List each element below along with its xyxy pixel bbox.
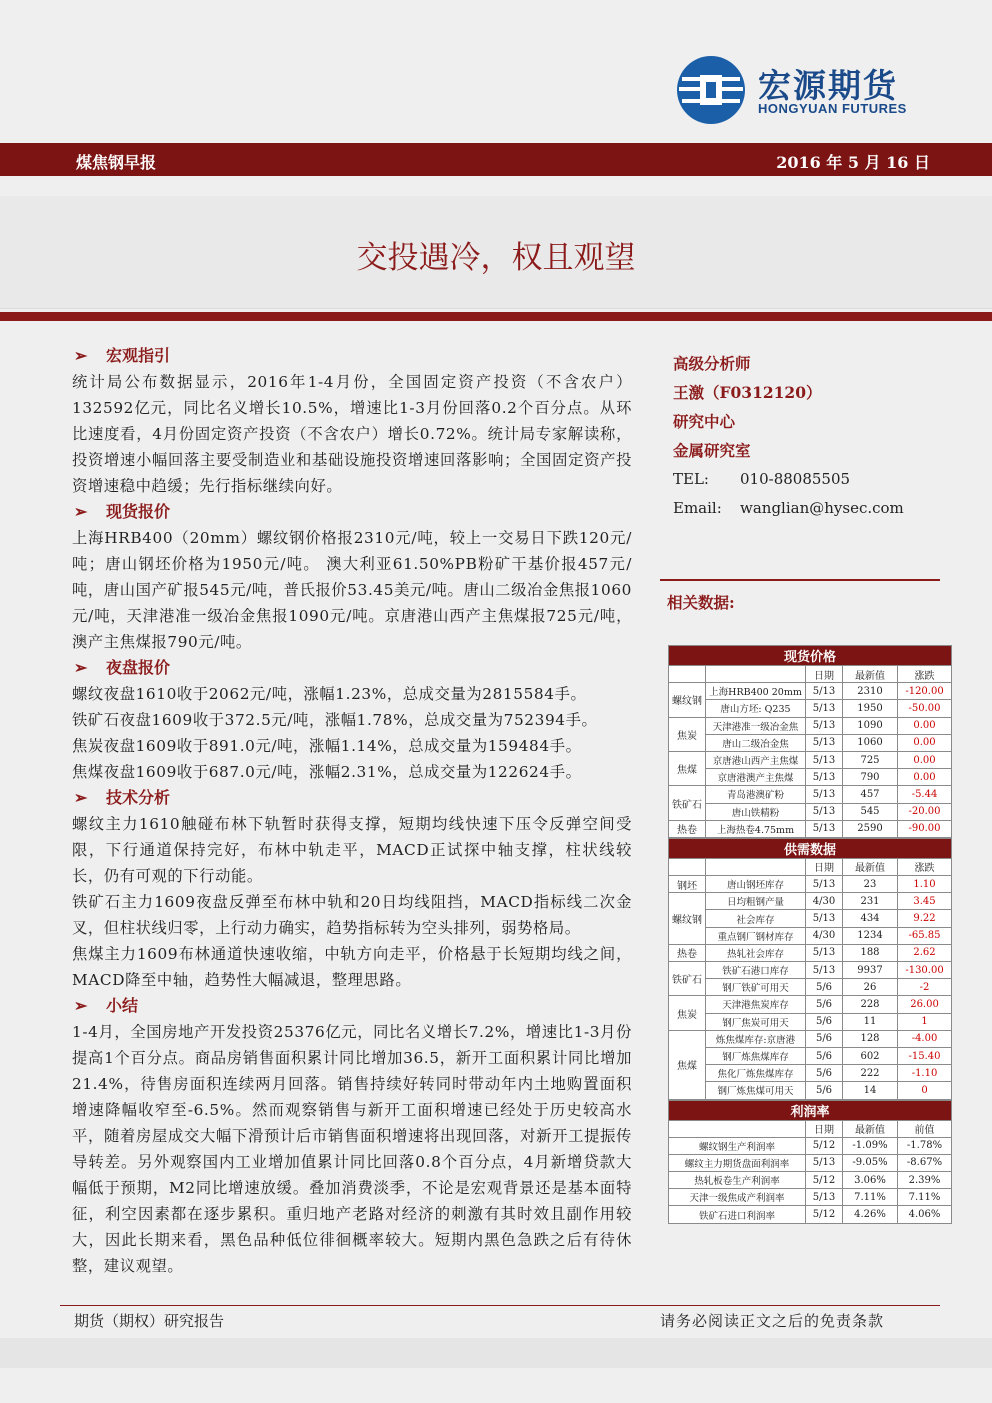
date-cell: 4/30	[806, 893, 843, 910]
change-cell: 2.62	[898, 944, 952, 961]
date-cell: 5/6	[806, 1013, 843, 1030]
change-cell: 9.22	[898, 910, 952, 927]
value-cell: -9.05%	[843, 1154, 898, 1171]
report-name: 煤焦钢早报	[76, 153, 157, 172]
table-row	[669, 803, 952, 820]
date-cell: 5/13	[806, 769, 843, 786]
value-cell: -1.09%	[843, 1137, 898, 1154]
change-cell: -120.00	[898, 683, 952, 700]
table-row	[669, 700, 952, 717]
value-cell: 2590	[843, 820, 898, 837]
item-name-cell: 铁矿石港口库存	[706, 962, 806, 979]
arrow-bullet-icon: ➢	[74, 658, 88, 677]
change-cell: -65.85	[898, 927, 952, 944]
change-cell: -130.00	[898, 962, 952, 979]
arrow-bullet-icon: ➢	[74, 788, 88, 807]
category-cell: 焦炭	[669, 996, 706, 1030]
table-row	[669, 786, 952, 803]
item-name-cell: 青岛港澳矿粉	[706, 786, 806, 803]
footer-disclaimer: 请务必阅读正文之后的免责条款	[659, 1312, 884, 1330]
table-row	[669, 962, 952, 979]
footer-report-type: 期货（期权）研究报告	[74, 1312, 225, 1330]
value-cell: 725	[843, 751, 898, 768]
category-cell: 热卷	[669, 820, 706, 837]
arrow-bullet-icon: ➢	[74, 502, 88, 521]
change-cell: 1.10	[898, 876, 952, 893]
email-value[interactable]: wanglian@hysec.com	[740, 499, 904, 517]
table-header-cell: 日期	[806, 666, 843, 683]
section-heading	[72, 499, 632, 525]
value-cell: 1234	[843, 927, 898, 944]
section-paragraph: 螺纹夜盘1610收于2062元/吨，涨幅1.23%，总成交量为2815584手。	[72, 685, 587, 703]
category-cell: 热卷	[669, 944, 706, 961]
table-header-cell: 最新值	[843, 858, 898, 875]
value-cell: 545	[843, 803, 898, 820]
change-cell: 0.00	[898, 751, 952, 768]
section-heading-text: 宏观指引	[106, 346, 171, 365]
change-cell: 26.00	[898, 996, 952, 1013]
tel-label: TEL:	[673, 470, 709, 488]
analyst-dept-metals: 金属研究室	[673, 441, 751, 460]
prev-value-cell: 4.06%	[898, 1206, 952, 1223]
prev-value-cell: 2.39%	[898, 1172, 952, 1189]
table-row	[669, 1172, 952, 1189]
category-cell: 螺纹钢	[669, 893, 706, 945]
date-cell: 5/6	[806, 1030, 843, 1047]
value-cell: 602	[843, 1047, 898, 1064]
item-name-cell: 唐山二级冶金焦	[706, 734, 806, 751]
item-name-cell: 日均粗钢产量	[706, 893, 806, 910]
section-paragraph: 上海HRB400（20mm）螺纹钢价格报2310元/吨，较上一交易日下跌120元/吨；唐山钢坯价格为1950元/吨。 澳大利亚61.50%PB粉矿干基价报457元/吨，唐山国产矿报545元/吨，普氏报价53.45美元/吨。唐山二级冶金焦报1060元/吨，天津港准一级冶金焦报1090元/吨。京唐港山西产主焦煤报725元/吨，澳产主焦煤报790元/吨。	[72, 529, 632, 651]
analyst-name: 王激（F0312120）	[673, 383, 822, 402]
category-cell: 焦煤	[669, 1030, 706, 1099]
date-cell: 5/13	[806, 786, 843, 803]
logo-english-name: HONGYUAN FUTURES	[758, 101, 907, 116]
item-name-cell: 天津港准一级冶金焦	[706, 717, 806, 734]
value-cell: 457	[843, 786, 898, 803]
date-cell: 5/13	[806, 717, 843, 734]
table-row	[669, 1154, 952, 1171]
value-cell: 3.06%	[843, 1172, 898, 1189]
item-name-cell: 重点钢厂钢材库存	[706, 927, 806, 944]
date-cell: 5/12	[806, 1137, 843, 1154]
category-cell: 铁矿石	[669, 962, 706, 996]
table-caption: 现货价格	[669, 646, 952, 666]
table-row	[669, 751, 952, 768]
value-cell: 1060	[843, 734, 898, 751]
category-cell: 铁矿石	[669, 786, 706, 820]
change-cell: 0.00	[898, 769, 952, 786]
date-cell: 5/13	[806, 962, 843, 979]
change-cell: -50.00	[898, 700, 952, 717]
footer-band	[0, 1338, 992, 1368]
value-cell: 2310	[843, 683, 898, 700]
table-header-cell	[669, 858, 706, 875]
table-row	[669, 876, 952, 893]
date-cell: 5/13	[806, 751, 843, 768]
page-title: 交投遇冷，权且观望	[356, 240, 636, 276]
arrow-bullet-icon: ➢	[74, 346, 88, 365]
table-row	[669, 717, 952, 734]
tel-value: 010-88085505	[740, 470, 851, 488]
section-heading	[72, 655, 632, 681]
item-name-cell: 钢厂焦炭可用天	[706, 1013, 806, 1030]
change-cell: -2	[898, 979, 952, 996]
section-paragraph: 焦煤主力1609布林通道快速收缩，中轨方向走平，价格悬于长短期均线之间，MACD降至中轴，趋势性大幅减退，整理思路。	[72, 945, 632, 989]
prev-value-cell: 7.11%	[898, 1189, 952, 1206]
value-cell: 231	[843, 893, 898, 910]
logo-chinese-name: 宏源期货	[758, 66, 898, 105]
table-row	[669, 1082, 952, 1099]
section-heading	[72, 993, 632, 1019]
table-row	[669, 979, 952, 996]
hongyuan-logo-icon	[676, 55, 746, 125]
table-header-cell: 涨跌	[898, 858, 952, 875]
item-name-cell: 京唐港山西产主焦煤	[706, 751, 806, 768]
change-cell: -4.00	[898, 1030, 952, 1047]
footer-divider	[60, 1305, 940, 1306]
item-name-cell: 唐山方坯: Q235	[706, 700, 806, 717]
table-row	[669, 820, 952, 837]
change-cell: -15.40	[898, 1047, 952, 1064]
analyst-tel	[673, 465, 933, 494]
email-label: Email:	[673, 499, 722, 517]
item-name-cell: 上海热卷4.75mm	[706, 820, 806, 837]
date-cell: 5/6	[806, 1082, 843, 1099]
table-row	[669, 1065, 952, 1082]
date-cell: 5/6	[806, 1047, 843, 1064]
date-cell: 5/6	[806, 979, 843, 996]
table-row	[669, 1030, 952, 1047]
table-header-cell: 日期	[806, 858, 843, 875]
item-name-cell: 焦化厂炼焦煤库存	[706, 1065, 806, 1082]
change-cell: -20.00	[898, 803, 952, 820]
section-paragraph: 铁矿石夜盘1609收于372.5元/吨，涨幅1.78%，总成交量为752394手。	[72, 711, 598, 729]
section-paragraph: 统计局公布数据显示，2016年1-4月份，全国固定资产投资（不含农户）132592亿元，同比名义增长10.5%，增速比1-3月份回落0.2个百分点。从环比速度看，4月份固定资产投资（不含农户）增长0.72%。统计局专家解读称，投资增速小幅回落主要受制造业和基础设施投资增速回落影响；全国固定资产投资增速稳中趋缓；先行指标继续向好。	[72, 373, 632, 495]
value-cell: 26	[843, 979, 898, 996]
section-paragraph: 铁矿石主力1609夜盘反弹至布林中轨和20日均线阻挡，MACD指标线二次金叉，但柱状线归零，上行动力确实，趋势指标转为空头排列，弱势格局。	[72, 893, 632, 937]
item-name-cell: 社会库存	[706, 910, 806, 927]
report-date: 2016 年 5 月 16 日	[776, 153, 930, 172]
section-heading-text: 现货报价	[106, 502, 171, 521]
item-name-cell: 螺纹主力期货盘面利润率	[669, 1154, 806, 1171]
category-cell: 钢坯	[669, 876, 706, 893]
analyst-dept-research: 研究中心	[673, 412, 736, 431]
category-cell: 焦煤	[669, 751, 706, 785]
item-name-cell: 螺纹钢生产利润率	[669, 1137, 806, 1154]
data-table	[668, 1100, 952, 1224]
title-divider	[0, 312, 992, 321]
table-row	[669, 734, 952, 751]
table-header-cell	[669, 1120, 806, 1137]
value-cell: 4.26%	[843, 1206, 898, 1223]
value-cell: 228	[843, 996, 898, 1013]
table-header-cell: 日期	[806, 1120, 843, 1137]
analyst-info	[673, 349, 933, 523]
table-header-cell	[706, 666, 806, 683]
section-heading	[72, 785, 632, 811]
table-header-cell: 前值	[898, 1120, 952, 1137]
table-row	[669, 996, 952, 1013]
date-cell: 5/13	[806, 1154, 843, 1171]
value-cell: 23	[843, 876, 898, 893]
section-heading-text: 技术分析	[106, 788, 171, 807]
table-row	[669, 683, 952, 700]
table-row	[669, 910, 952, 927]
item-name-cell: 钢厂炼焦煤库存	[706, 1047, 806, 1064]
prev-value-cell: -8.67%	[898, 1154, 952, 1171]
date-cell: 5/13	[806, 876, 843, 893]
date-cell: 5/13	[806, 803, 843, 820]
section-heading	[72, 343, 632, 369]
date-cell: 5/13	[806, 734, 843, 751]
item-name-cell: 天津一级焦成产利润率	[669, 1189, 806, 1206]
section-paragraph: 焦炭夜盘1609收于891.0元/吨，涨幅1.14%，总成交量为159484手。	[72, 737, 582, 755]
date-cell: 5/6	[806, 1065, 843, 1082]
value-cell: 7.11%	[843, 1189, 898, 1206]
date-cell: 4/30	[806, 927, 843, 944]
item-name-cell: 铁矿石进口利润率	[669, 1206, 806, 1223]
item-name-cell: 钢厂炼焦煤可用天	[706, 1082, 806, 1099]
value-cell: 1090	[843, 717, 898, 734]
change-cell: 3.45	[898, 893, 952, 910]
change-cell: 1	[898, 1013, 952, 1030]
item-name-cell: 炼焦煤库存:京唐港	[706, 1030, 806, 1047]
table-header-cell	[706, 858, 806, 875]
section-heading-text: 小结	[106, 996, 139, 1015]
change-cell: 0	[898, 1082, 952, 1099]
date-cell: 5/13	[806, 1189, 843, 1206]
table-caption: 利润率	[669, 1100, 952, 1120]
table-row	[669, 927, 952, 944]
related-data-label: 相关数据:	[667, 593, 735, 612]
data-table	[668, 645, 952, 838]
item-name-cell: 钢厂铁矿可用天	[706, 979, 806, 996]
data-table	[668, 838, 952, 1100]
value-cell: 14	[843, 1082, 898, 1099]
item-name-cell: 天津港焦炭库存	[706, 996, 806, 1013]
table-row	[669, 1047, 952, 1064]
analyst-title: 高级分析师	[673, 354, 751, 373]
date-cell: 5/13	[806, 700, 843, 717]
change-cell: -1.10	[898, 1065, 952, 1082]
table-row	[669, 1013, 952, 1030]
category-cell: 焦炭	[669, 717, 706, 751]
table-header-cell	[669, 666, 706, 683]
table-row	[669, 893, 952, 910]
data-tables	[668, 645, 951, 1224]
item-name-cell: 上海HRB400 20mm	[706, 683, 806, 700]
item-name-cell: 唐山铁精粉	[706, 803, 806, 820]
section-paragraph: 焦煤夜盘1609收于687.0元/吨，涨幅2.31%，总成交量为122624手。	[72, 763, 582, 781]
category-cell: 螺纹钢	[669, 683, 706, 717]
date-cell: 5/13	[806, 683, 843, 700]
item-name-cell: 唐山钢坯库存	[706, 876, 806, 893]
table-header-cell: 涨跌	[898, 666, 952, 683]
date-cell: 5/13	[806, 910, 843, 927]
prev-value-cell: -1.78%	[898, 1137, 952, 1154]
item-name-cell: 热轧板卷生产利润率	[669, 1172, 806, 1189]
item-name-cell: 京唐港澳产主焦煤	[706, 769, 806, 786]
section-heading-text: 夜盘报价	[106, 658, 171, 677]
date-cell: 5/12	[806, 1206, 843, 1223]
change-cell: 0.00	[898, 717, 952, 734]
table-row	[669, 1206, 952, 1223]
value-cell: 11	[843, 1013, 898, 1030]
value-cell: 1950	[843, 700, 898, 717]
right-divider	[660, 579, 940, 581]
change-cell: -90.00	[898, 820, 952, 837]
main-content	[72, 343, 632, 1279]
analyst-email	[673, 494, 933, 523]
table-caption: 供需数据	[669, 838, 952, 858]
arrow-bullet-icon: ➢	[74, 996, 88, 1015]
value-cell: 222	[843, 1065, 898, 1082]
table-header-cell: 最新值	[843, 666, 898, 683]
change-cell: -5.44	[898, 786, 952, 803]
date-cell: 5/6	[806, 996, 843, 1013]
table-row	[669, 1189, 952, 1206]
value-cell: 434	[843, 910, 898, 927]
table-row	[669, 1137, 952, 1154]
value-cell: 790	[843, 769, 898, 786]
value-cell: 9937	[843, 962, 898, 979]
item-name-cell: 热轧社会库存	[706, 944, 806, 961]
date-cell: 5/13	[806, 820, 843, 837]
table-row	[669, 769, 952, 786]
value-cell: 188	[843, 944, 898, 961]
table-header-cell: 最新值	[843, 1120, 898, 1137]
section-paragraph: 1-4月，全国房地产开发投资25376亿元，同比名义增长7.2%，增速比1-3月份提高1个百分点。商品房销售面积累计同比增加36.5，新开工面积累计同比增加21.4%，待售房面积连续两月回落。销售持续好转同时带动年内土地购置面积增速降幅收窄至-6.5%。然而观察销售与新开工面积增速已经处于历史较高水平，随着房屋成交大幅下滑预计后市销售面积增速将出现回落，对新开工提振传导转差。另外观察国内工业增加值累计同比回落0.8个百分点，4月新增贷款大幅低于预期，M2同比增速放缓。叠加消费淡季，不论是宏观背景还是基本面特征，利空因素都在逐步累积。重归地产老路对经济的刺激有其时效且副作用较大，因此长期来看，黑色品种低位徘徊概率较大。短期内黑色急跌之后有待休整，建议观望。	[72, 1023, 632, 1275]
section-paragraph: 螺纹主力1610触碰布林下轨暂时获得支撑，短期均线快速下压令反弹空间受限，下行通道保持完好，布林中轨走平，MACD正试探中轴支撑，柱状线较长，仍有可观的下行动能。	[72, 815, 632, 885]
value-cell: 128	[843, 1030, 898, 1047]
change-cell: 0.00	[898, 734, 952, 751]
date-cell: 5/12	[806, 1172, 843, 1189]
date-cell: 5/13	[806, 944, 843, 961]
table-row	[669, 944, 952, 961]
